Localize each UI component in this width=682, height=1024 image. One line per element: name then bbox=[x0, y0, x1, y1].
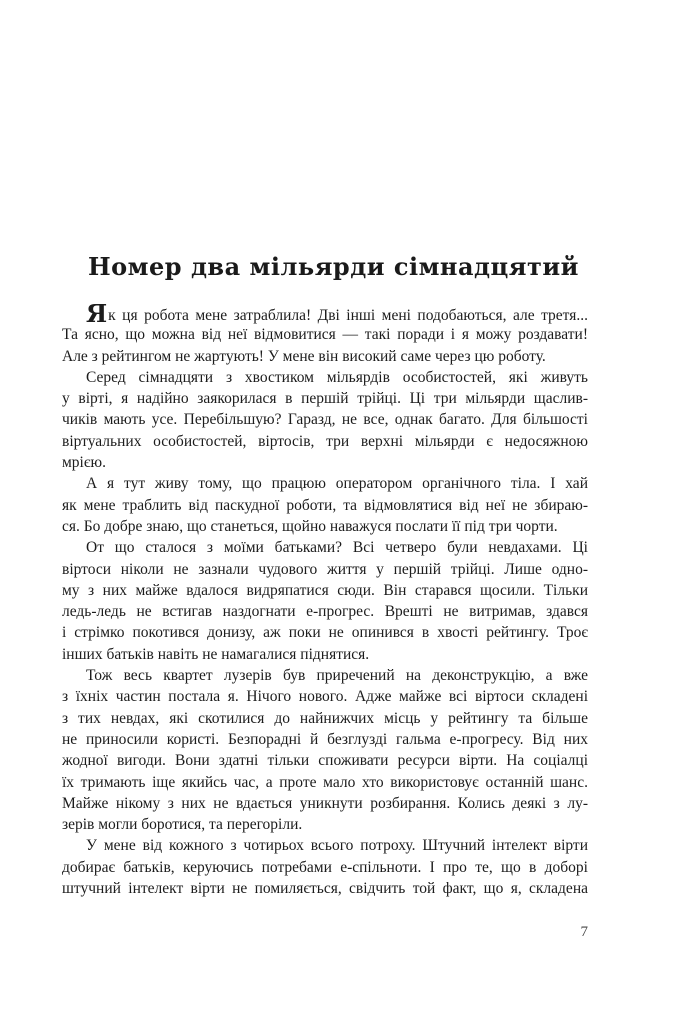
text-line: А я тут живу тому, що працюю оператором органічного тіла. І хай bbox=[86, 475, 588, 493]
text-line: їх тримають іще якийсь час, а проте мало хто використовує останній шанс. bbox=[62, 773, 588, 791]
text-line: Тож весь квартет лузерів був приречений на деконструкцію, а вже bbox=[86, 667, 588, 685]
text-line: Майже нікому з них не вдається уникнути розбирання. Колись деякі з лу- bbox=[62, 794, 588, 812]
text-line: У мене від кожного з чотирьох всього потроху. Штучний інтелект вірти bbox=[86, 837, 588, 855]
text-line: з їхніх частин постала я. Нічого нового. Адже майже всі віртоси складені bbox=[62, 688, 588, 706]
chapter-title: Номер два мільярди сімнадцятий bbox=[88, 252, 579, 281]
body-text bbox=[62, 299, 588, 899]
text-line: у вірті, я надійно заякорилася в першій трійці. Ці три мільярди щаслив- bbox=[62, 390, 588, 408]
text-line: мрією. bbox=[62, 454, 106, 472]
text-line: От що сталося з моїми батьками? Всі четверо були невдахами. Ці bbox=[86, 539, 588, 557]
text-line: штучний інтелект вірти не помиляється, свідчить той факт, що я, складена bbox=[62, 880, 588, 898]
text-line: добирає батьків, керуючись потребами е-спільноти. І про те, що в доборі bbox=[62, 858, 588, 876]
text-line: ледь-ледь не встигав наздогнати е-прогрес. Врешті не витримав, здався bbox=[62, 603, 588, 621]
drop-cap-letter: Я bbox=[86, 299, 108, 328]
text-line: Серед сімнадцяти з хвостиком мільярдів особистостей, які живуть bbox=[86, 368, 588, 386]
text-line: віртуальних особистостей, віртосів, три верхні мільярди є недосяжною bbox=[62, 432, 588, 450]
text-line: як мене траблить від паскудної роботи, та відмовлятися від неї не збираю- bbox=[62, 496, 588, 514]
text-line: інших батьків навіть не намагалися піднятися. bbox=[62, 645, 370, 663]
text-line: ся. Бо добре знаю, що станеться, щойно наважуся послати її під три чорти. bbox=[62, 517, 558, 535]
text-line: віртоси ніколи не зазнали чудового життя у першій трійці. Лише одно- bbox=[62, 560, 588, 578]
text-line: му з них майже вдалося видряпатися сюди. Він старався щосили. Тільки bbox=[62, 581, 588, 599]
page-number: 7 bbox=[580, 924, 588, 940]
text-line: з тих невдах, які скотилися до найнижчих місць у рейтингу та більше bbox=[62, 709, 588, 727]
text-line: Як ця робота мене затраблила! Дві інші мені подобаються, але третя... bbox=[86, 299, 588, 328]
text-line: жодної вигоди. Вони здатні тільки споживати ресурси вірти. На соціалці bbox=[62, 752, 588, 770]
text-line: зерів могли боротися, та перегоріли. bbox=[62, 816, 303, 834]
text-line: не приносили користі. Безпорадні й безглузді гальма е-прогресу. Від них bbox=[62, 730, 588, 748]
text-line: і стрімко покотився донизу, аж поки не опинився в хвості рейтингу. Троє bbox=[62, 624, 588, 642]
text-line: Але з рейтингом не жартують! У мене він високий саме через цю роботу. bbox=[62, 347, 546, 365]
text-line: чиків мають усе. Перебільшую? Гаразд, не все, однак багато. Для більшості bbox=[62, 411, 588, 429]
text-line: Та ясно, що можна від неї відмовитися — такі поради і я можу роздавати! bbox=[62, 326, 588, 344]
